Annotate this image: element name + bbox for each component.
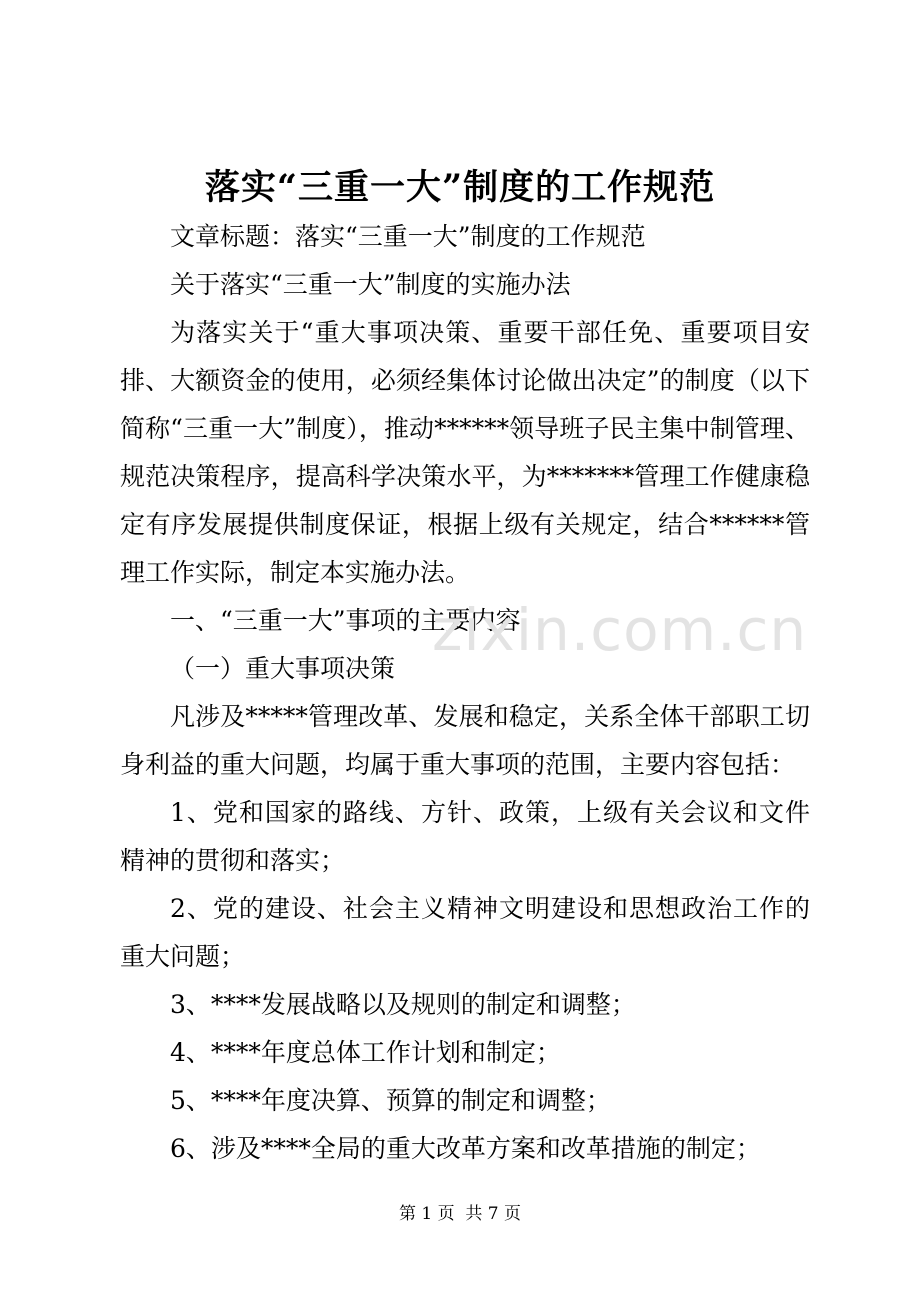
- list-item: 3、****发展战略以及规则的制定和调整；: [170, 990, 636, 1019]
- list-item: 2、党的建设、社会主义精神文明建设和思想政治工作的重大问题；: [120, 894, 810, 971]
- paragraph-article-title: 文章标题：落实“三重一大”制度的工作规范: [170, 222, 646, 251]
- document-title: 落实“三重一大”制度的工作规范: [204, 167, 716, 208]
- document-body: [120, 213, 810, 1173]
- paragraph-heading: 关于落实“三重一大”制度的实施办法: [170, 270, 571, 299]
- list-item: 1、党和国家的路线、方针、政策，上级有关会议和文件精神的贯彻和落实；: [120, 798, 810, 875]
- watermark: zixin.com.cn: [432, 596, 808, 664]
- subsection-heading: （一）重大事项决策: [170, 654, 396, 683]
- list-item: 4、****年度总体工作计划和制定；: [170, 1038, 561, 1067]
- list-item: 6、涉及****全局的重大改革方案和改革措施的制定；: [170, 1134, 761, 1163]
- page-footer: 第 1 页 共 7 页: [398, 1204, 522, 1224]
- paragraph-intro: 为落实关于“重大事项决策、重要干部任免、重要项目安排、大额资金的使用，必须经集体讨论做出决定”的制度（以下简称“三重一大”制度），推动******领导班子民主集中制管理、规范决策程序，提高科学决策水平，为*******管理工作健康稳定有序发展提供制度保证，根据上级有关规定，结合******管理工作实际，制定本实施办法。: [120, 318, 810, 587]
- section-heading: 一、“三重一大”事项的主要内容: [170, 606, 521, 635]
- list-item: 5、****年度决算、预算的制定和调整；: [170, 1086, 611, 1115]
- paragraph-scope: 凡涉及*****管理改革、发展和稳定，关系全体干部职工切身利益的重大问题，均属于重大事项的范围，主要内容包括：: [120, 702, 810, 779]
